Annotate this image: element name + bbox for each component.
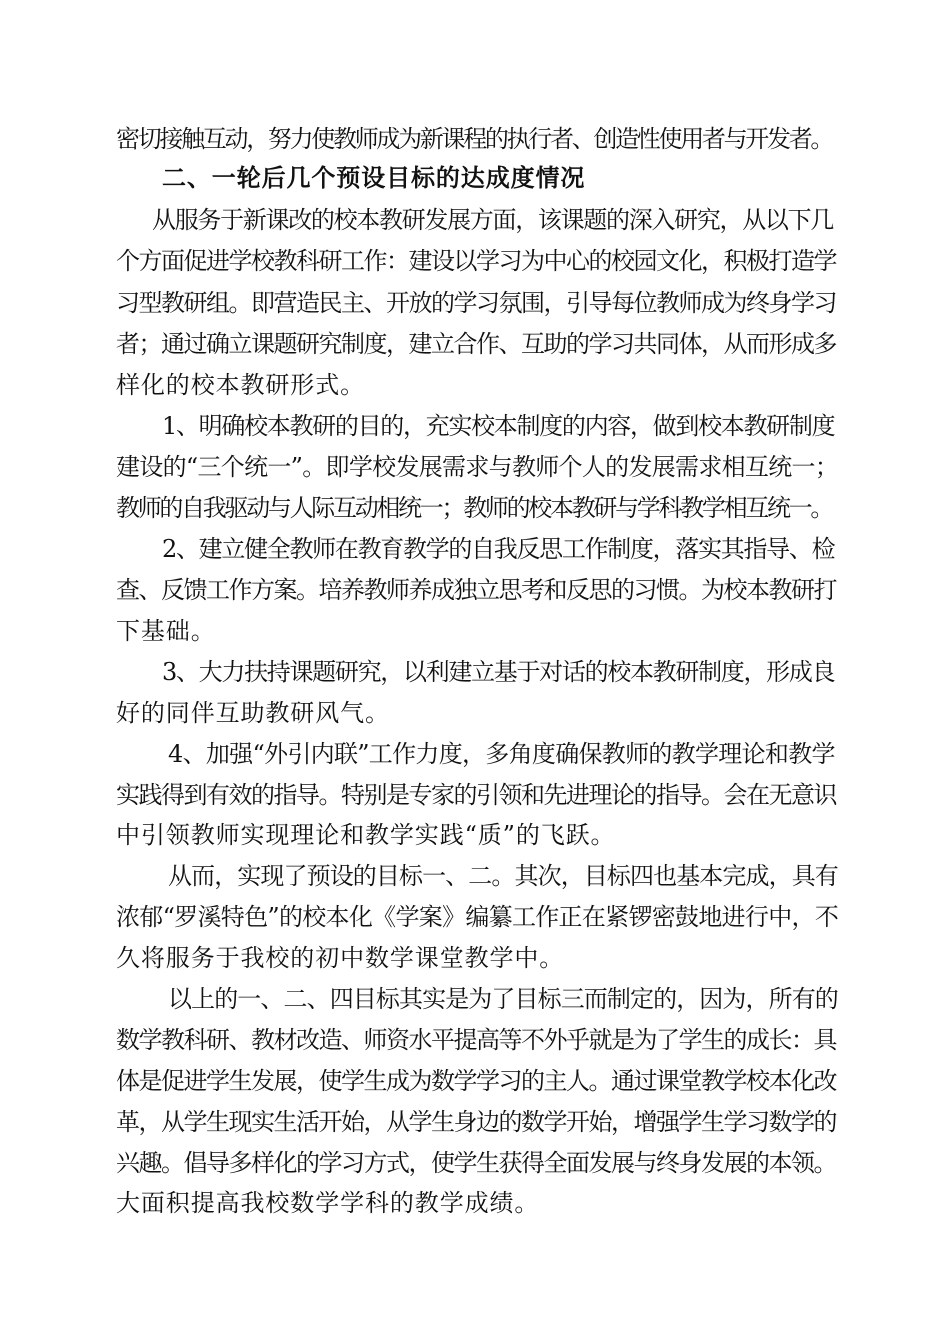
text-line: 久将服务于我校的初中数学课堂教学中。 (116, 944, 565, 972)
text-line: 查、反馈工作方案。培养教师养成独立思考和反思的习惯。为校本教研打 (116, 576, 836, 604)
text-line: 个方面促进学校教科研工作：建设以学习为中心的校园文化，积极打造学 (116, 247, 836, 275)
text-line: 2、建立健全教师在教育教学的自我反思工作制度，落实其指导、检 (162, 535, 835, 563)
text-line: 大面积提高我校数学学科的教学成绩。 (116, 1189, 540, 1217)
text-line: 从服务于新课改的校本教研发展方面，该课题的深入研究，从以下几 (152, 206, 833, 234)
text-line: 浓郁“罗溪特色”的校本化《学案》编纂工作正在紧锣密鼓地进行中，不 (116, 903, 839, 931)
text-line: 兴趣。倡导多样化的学习方式，使学生获得全面发展与终身发展的本领。 (116, 1149, 836, 1177)
text-line: 样化的校本教研形式。 (116, 371, 365, 399)
text-line: 1、明确校本教研的目的，充实校本制度的内容，做到校本教研制度 (162, 412, 835, 440)
text-line: 数学教科研、教材改造、师资水平提高等不外乎就是为了学生的成长：具 (116, 1026, 836, 1054)
text-line: 以上的一、二、四目标其实是为了目标三而制定的，因为，所有的 (168, 985, 838, 1013)
section-heading: 二、一轮后几个预设目标的达成度情况 (162, 163, 586, 192)
text-line: 密切接触互动，努力使教师成为新课程的执行者、创造性使用者与开发者。 (116, 125, 833, 153)
text-line: 下基础。 (116, 617, 216, 645)
text-line: 教师的自我驱动与人际互动相统一；教师的校本教研与学科教学相互统一。 (116, 494, 833, 522)
text-line: 者；通过确立课题研究制度，建立合作、互助的学习共同体，从而形成多 (116, 330, 836, 358)
text-line: 4、加强“外引内联”工作力度，多角度确保教师的教学理论和教学 (168, 740, 835, 768)
text-line: 实践得到有效的指导。特别是专家的引领和先进理论的指导。会在无意识 (116, 781, 836, 809)
text-line: 好的同伴互助教研风气。 (116, 699, 390, 727)
text-line: 体是促进学生发展，使学生成为数学学习的主人。通过课堂教学校本化改 (116, 1067, 836, 1095)
text-line: 3、大力扶持课题研究，以利建立基于对话的校本教研制度，形成良 (162, 658, 835, 686)
text-line: 从而，实现了预设的目标一、二。其次，目标四也基本完成，具有 (168, 862, 838, 890)
text-line: 革，从学生现实生活开始，从学生身边的数学开始，增强学生学习数学的 (116, 1108, 836, 1136)
text-line: 建设的“三个统一”。即学校发展需求与教师个人的发展需求相互统一； (116, 453, 839, 481)
text-line: 中引领教师实现理论和教学实践“质”的飞跃。 (116, 821, 616, 849)
text-line: 习型教研组。即营造民主、开放的学习氛围，引导每位教师成为终身学习 (116, 289, 836, 317)
